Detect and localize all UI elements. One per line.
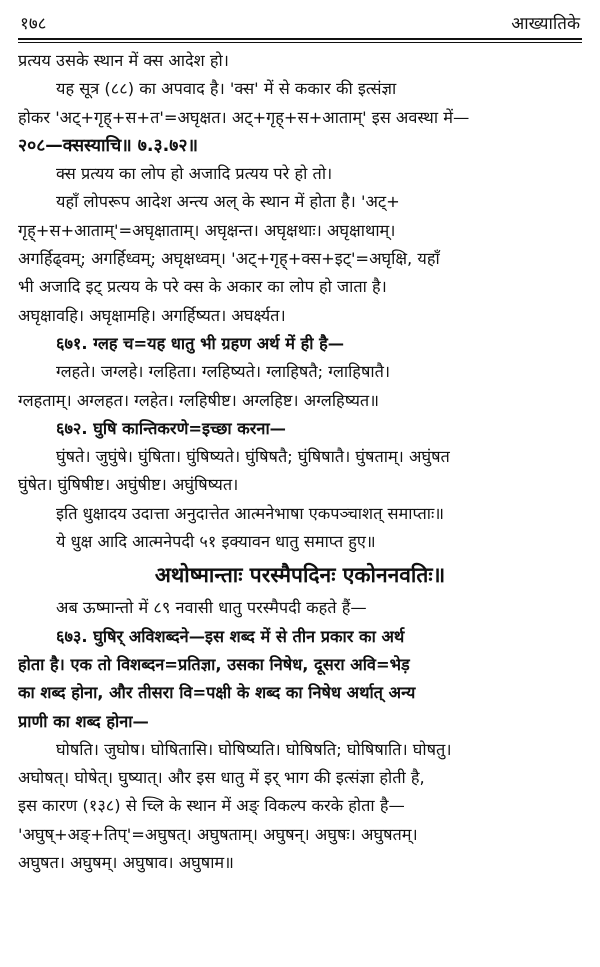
- sutra-heading: २०८—क्सस्याचि॥ ७.३.७२॥: [18, 135, 198, 156]
- text-line: घोषति। जुघोष। घोषितासि। घोषिष्यति। घोषिषति; घोषिषाति। घोषतु।: [56, 739, 452, 759]
- text-line: अब ऊष्मान्तो में ८९ नवासी धातु परस्मैपदी कहते हैं—: [56, 598, 367, 618]
- page-number: १७८: [20, 14, 47, 34]
- text-line: इस कारण (१३८) से च्लि के स्थान में अङ् विकल्प करके होता है—: [18, 796, 405, 816]
- text-line: घुंषते। जुघुंषे। घुंषिता। घुंषिष्यते। घुंषिषतै; घुंषिषातै। घुंषताम्। अघुंषत: [56, 447, 450, 467]
- entry-heading-line: ६७२. घुषि कान्तिकरणे=इच्छा करना—: [56, 418, 286, 438]
- text-line: अगर्हिढ्वम्; अगर्हिध्वम्; अघृक्षध्वम्। 'अट्+गृह्+क्स+इट्'=अघृक्षि, यहाँ: [18, 249, 440, 269]
- text-line: प्रत्यय उसके स्थान में क्स आदेश हो।: [18, 51, 229, 70]
- entry-heading-line: ६७३. घुषिर् अविशब्दने—इस शब्द में से तीन प्रकार का अर्थ: [56, 626, 405, 646]
- text-line: ग्लहताम्। अग्लहत। ग्लहेत। ग्लहिषीष्ट। अग्लहिष्ट। अग्लहिष्यत॥: [18, 390, 379, 410]
- text-line: यहाँ लोपरूप आदेश अन्त्य अल् के स्थान में होता है। 'अट्+: [56, 192, 400, 212]
- text-line: अघृक्षावहि। अघृक्षामहि। अगर्हिष्यत। अघर्क्ष्यत।: [18, 305, 286, 325]
- text-line: अघोषत्। घोषेत्। घुष्यात्। और इस धातु में इर् भाग की इत्संज्ञा होती है,: [18, 768, 425, 788]
- entry-heading-line: प्राणी का शब्द होना—: [18, 711, 149, 731]
- text-line: ये धुक्ष आदि आत्मनेपदी ५१ इक्यावन धातु समाप्त हुए॥: [56, 532, 376, 552]
- text-line: घुंषेत। घुंषिषीष्ट। अघुंषीष्ट। अघुंषिष्यत।: [18, 475, 239, 495]
- text-line: गृह्+स+आताम्'=अघृक्षाताम्। अघृक्षन्त। अघृक्षथाः। अघृक्षाथाम्।: [18, 220, 396, 240]
- text-line: भी अजादि इट् प्रत्यय के परे क्स के अकार का लोप हो जाता है।: [18, 277, 387, 297]
- text-line: 'अघुष्+अङ्+तिप्'=अघुषत्। अघुषताम्। अघुषन्। अघुषः। अघुषतम्।: [18, 824, 418, 844]
- entry-heading-line: होता है। एक तो विशब्दन=प्रतिज्ञा, उसका निषेध, दूसरा अवि=भेड़: [18, 654, 410, 674]
- entry-heading-line: ६७१. ग्लह च=यह धातु भी ग्रहण अर्थ में ही है—: [56, 333, 345, 353]
- text-line: यह सूत्र (८८) का अपवाद है। 'क्स' में से ककार की इत्संज्ञा: [56, 79, 397, 99]
- text-line: क्स प्रत्यय का लोप हो अजादि प्रत्यय परे हो तो।: [56, 164, 333, 184]
- text-line: इति धुक्षादय उदात्ता अनुदात्तेत आत्मनेभाषा एकपञ्चाशत् समाप्ताः॥: [56, 503, 445, 523]
- text-line: अघुषत। अघुषम्। अघुषाव। अघुषाम॥: [18, 853, 234, 873]
- text-line: ग्लहते। जग्लहे। ग्लहिता। ग्लहिष्यते। ग्लाहिषतै; ग्लाहिषातै।: [56, 362, 391, 382]
- text-line: होकर 'अट्+गृह्+स+त'=अघृक्षत। अट्+गृह्+स+आताम्' इस अवस्था में—: [18, 107, 470, 127]
- page-header: [18, 0, 582, 34]
- header-rule: [18, 38, 582, 43]
- page-body: [18, 47, 582, 877]
- entry-heading-line: का शब्द होना, और तीसरा वि=पक्षी के शब्द का निषेध अर्थात् अन्य: [18, 683, 416, 703]
- running-title: आख्यातिके: [511, 14, 580, 34]
- section-heading: अथोष्मान्ताः परस्मैपदिनः एकोननवतिः॥: [154, 563, 446, 588]
